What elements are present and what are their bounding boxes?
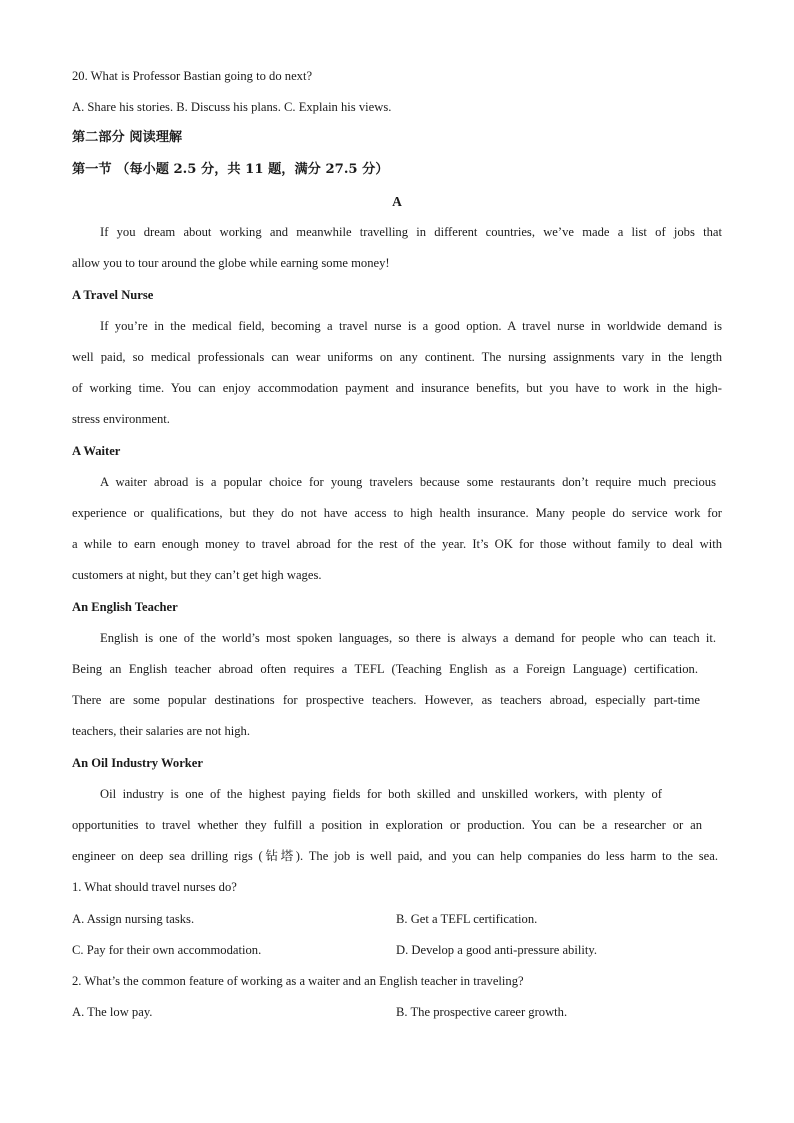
nurse-line-2: well paid, so medical professionals can wear uniforms on any continent. The nursing assignments vary in the length bbox=[72, 350, 722, 364]
oil-line-1: Oil industry is one of the highest paying fields for both skilled and unskilled workers, with plenty of bbox=[100, 787, 662, 801]
teacher-line-2: Being an English teacher abroad often requires a TEFL (Teaching English as a Foreign Language) certification. bbox=[72, 662, 698, 676]
passage-letter: A bbox=[392, 194, 402, 209]
question-2-option-b: B. The prospective career growth. bbox=[396, 1005, 568, 1019]
oil-line-3: engineer on deep sea drilling rigs (钻塔). The job is well paid, and you can help companies do less harm to the sea. bbox=[72, 849, 718, 863]
question-1-stem: 1. What should travel nurses do? bbox=[72, 880, 237, 894]
waiter-line-2: experience or qualifications, but they do not have access to high health insurance. Many people do service work for bbox=[72, 506, 722, 520]
waiter-line-4: customers at night, but they can’t get high wages. bbox=[72, 568, 322, 582]
question-1-option-a: A. Assign nursing tasks. bbox=[72, 912, 195, 926]
waiter-line-3: a while to earn enough money to travel abroad for the rest of the year. It’s OK for those without family to deal with bbox=[72, 537, 722, 551]
waiter-line-1: A waiter abroad is a popular choice for young travelers because some restaurants don’t require much precious bbox=[100, 475, 716, 489]
intro-line-1: If you dream about working and meanwhile travelling in different countries, we’ve made a list of jobs that bbox=[100, 225, 722, 239]
question-1-option-d: D. Develop a good anti-pressure ability. bbox=[396, 943, 597, 957]
section-heading-waiter: A Waiter bbox=[72, 444, 121, 458]
teacher-line-3: There are some popular destinations for prospective teachers. However, as teachers abroad, especially part-time bbox=[72, 693, 700, 707]
question-20-options: A. Share his stories. B. Discuss his plans. C. Explain his views. bbox=[72, 100, 392, 114]
nurse-line-3: of working time. You can enjoy accommodation payment and insurance benefits, but you have to work in the high- bbox=[72, 381, 722, 395]
question-20-stem: 20. What is Professor Bastian going to do next? bbox=[72, 69, 313, 83]
question-1-option-c: C. Pay for their own accommodation. bbox=[72, 943, 262, 957]
nurse-line-4: stress environment. bbox=[72, 412, 170, 426]
nurse-line-1: If you’re in the medical field, becoming a travel nurse is a good option. A travel nurse in worldwide demand is bbox=[100, 319, 722, 333]
teacher-line-1: English is one of the world’s most spoken languages, so there is always a demand for people who can teach it. bbox=[100, 631, 716, 645]
question-1-option-b: B. Get a TEFL certification. bbox=[396, 912, 538, 926]
part-two-title: 第二部分 阅读理解 bbox=[72, 130, 183, 145]
section-heading-travel-nurse: A Travel Nurse bbox=[72, 288, 154, 302]
question-2-stem: 2. What’s the common feature of working as a waiter and an English teacher in traveling? bbox=[72, 974, 524, 988]
section-heading-oil-worker: An Oil Industry Worker bbox=[72, 756, 203, 770]
section-heading-english-teacher: An English Teacher bbox=[72, 600, 178, 614]
oil-line-2: opportunities to travel whether they fulfill a position in exploration or production. You can be a researcher or an bbox=[72, 818, 702, 832]
question-2-option-a: A. The low pay. bbox=[72, 1005, 153, 1019]
teacher-line-4: teachers, their salaries are not high. bbox=[72, 724, 250, 738]
intro-line-2: allow you to tour around the globe while earning some money! bbox=[72, 256, 390, 270]
section-one-title: 第一节 （每小题 2.5 分，共 11 题，满分 27.5 分） bbox=[72, 162, 389, 177]
